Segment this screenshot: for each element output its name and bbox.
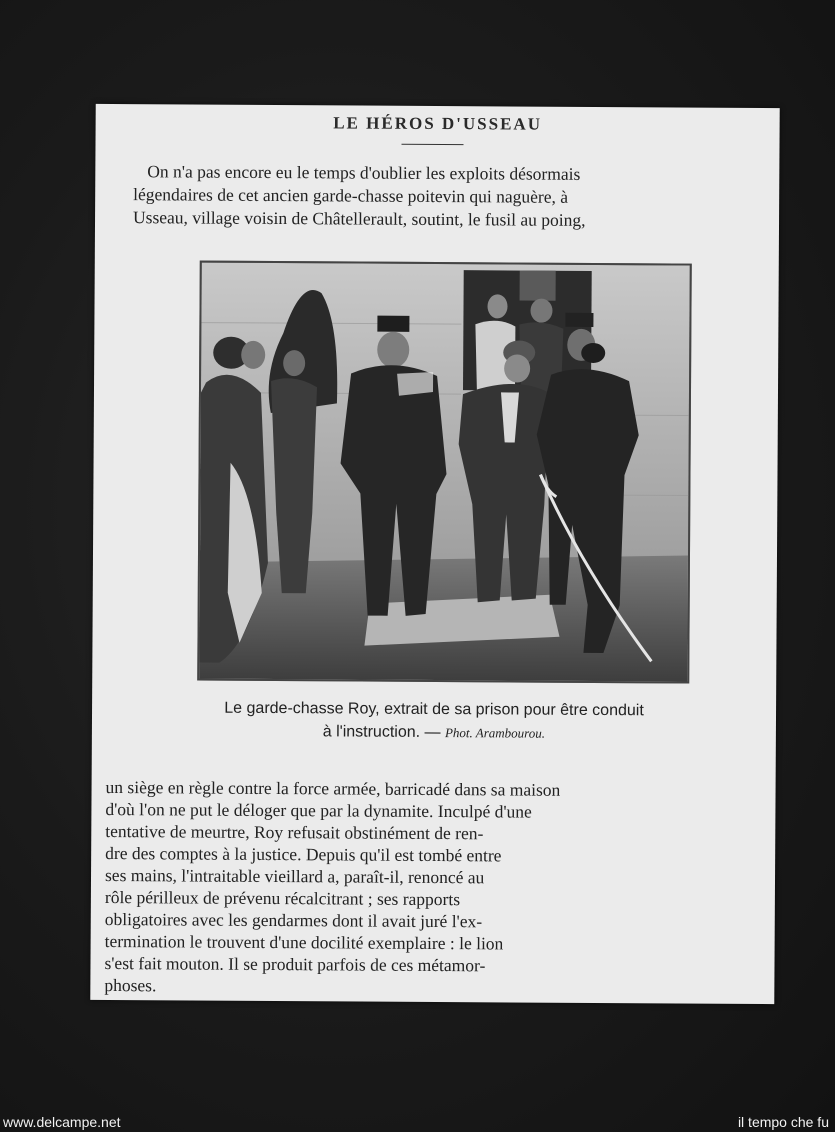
- halftone-photograph: [197, 261, 692, 684]
- caption-line: à l'instruction. —: [322, 723, 441, 742]
- photo-credit: Phot. Arambourou.: [444, 725, 546, 741]
- body-paragraph: [104, 776, 763, 1000]
- body-line: un siège en règle contre la force armée, barricadé dans sa maison: [105, 776, 561, 800]
- body-line: rôle périlleux de prévenu récalcitrant ; ses rapports: [104, 886, 461, 910]
- watermark-seller: il tempo che fu: [737, 1114, 829, 1130]
- body-line: termination le trouvent d'une docilité exemplaire : le lion: [104, 930, 504, 954]
- newspaper-clipping: [90, 104, 779, 1004]
- body-line: d'où l'on ne put le déloger que par la dynamite. Inculpé d'une: [105, 798, 532, 822]
- intro-paragraph: [133, 160, 767, 233]
- body-line: ses mains, l'intraitable vieillard a, paraît-il, renoncé au: [104, 864, 485, 888]
- intro-line: Usseau, village voisin de Châtellerault, soutint, le fusil au poing,: [132, 207, 586, 230]
- watermark-site: www.delcampe.net: [3, 1114, 121, 1130]
- article-title: LE HÉROS D'USSEAU: [333, 113, 543, 134]
- body-line: tentative de meurtre, Roy refusait obstinément de ren-: [105, 820, 484, 844]
- intro-line: légendaires de cet ancien garde-chasse poitevin qui naguère, à: [133, 184, 569, 207]
- photo-caption: [132, 696, 736, 746]
- intro-line: On n'a pas encore eu le temps d'oublier les exploits désormais: [147, 161, 581, 184]
- body-line: phoses.: [104, 974, 157, 996]
- body-line: obligatoires avec les gendarmes dont il avait juré l'ex-: [104, 908, 483, 932]
- body-line: dre des comptes à la justice. Depuis qu'il est tombé entre: [105, 842, 502, 866]
- body-line: s'est fait mouton. Il se produit parfois de ces métamor-: [104, 952, 486, 976]
- caption-line: Le garde-chasse Roy, extrait de sa prison pour être conduit: [224, 699, 644, 720]
- title-rule: [401, 144, 463, 145]
